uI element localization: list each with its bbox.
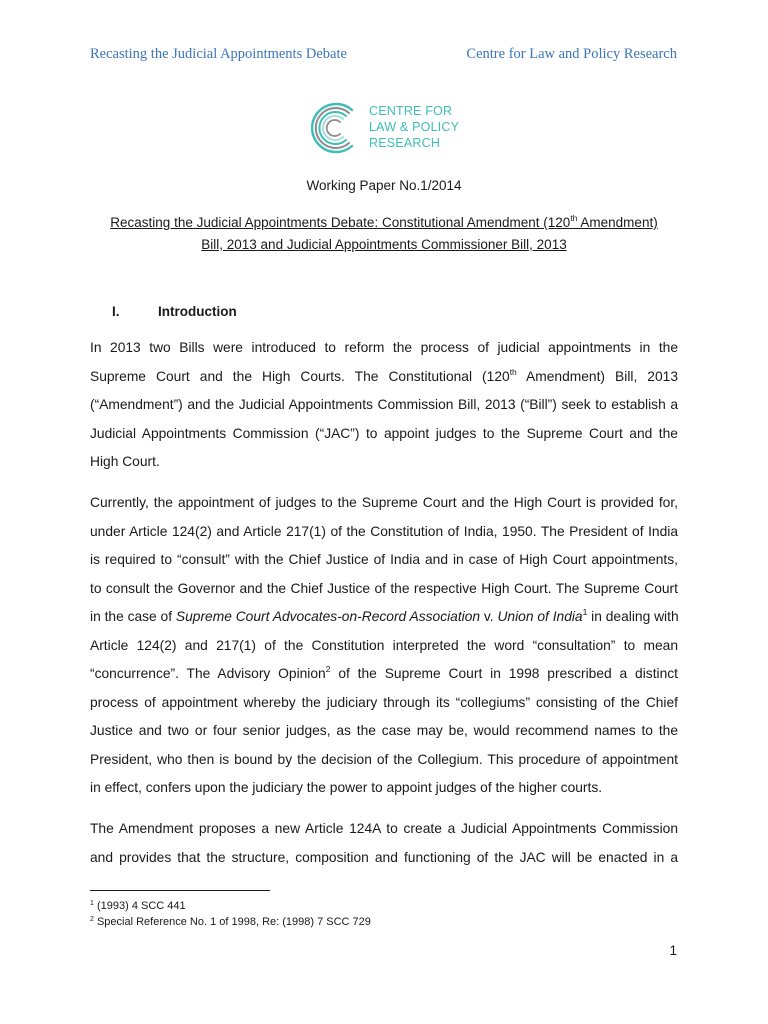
paragraph-3 [90, 815, 678, 872]
logo-line-2: LAW & POLICY [369, 120, 460, 134]
footnote-ref: 1 [582, 607, 588, 617]
text-line: The Amendment proposes a new Article 124A to create a Judicial Appointments Commission [90, 821, 678, 836]
footnote-divider [90, 890, 270, 891]
text-line: In 2013 two Bills were introduced to reform the process of judicial appointments in the [90, 340, 678, 355]
footnote-ref: 2 [325, 664, 331, 674]
running-header [90, 46, 677, 66]
page-number: 1 [669, 943, 677, 958]
text-line: Article 124(2) and 217(1) of the Constitution interpreted the word “consultation” to mean [90, 637, 678, 653]
section-title: Introduction [158, 304, 237, 319]
paper-title [90, 212, 678, 256]
footnote-2: $^2$ Special Reference No. 1 of 1998, Re: (1998) 7 SCC 729 [90, 915, 371, 928]
text-line: President, who then is bound by the decision of the Collegium. This procedure of appointment [90, 751, 678, 767]
text-line: process of appointment whereby the judiciary through its “collegiums” consisting of the Chief [90, 694, 678, 710]
text-line: to consult the Governor and the Chief Justice of the respective High Court. The Supreme Court [90, 580, 678, 596]
logo-line-3: RESEARCH [369, 136, 441, 150]
logo-rings-icon [308, 98, 364, 158]
text-line: under Article 124(2) and Article 217(1) of the Constitution of India, 1950. The President of India [90, 523, 678, 539]
text-line: Justice and two or four senior judges, as the case may be, would recommend names to the [90, 723, 678, 738]
text-line: in the case of Supreme Court Advocates-on-Record Association v. Union of India$^1$ in dealing with [90, 607, 679, 624]
title-line-1: Recasting the Judicial Appointments Debate: Constitutional Amendment (120th Amendment) [110, 213, 658, 230]
footnote-1: $^1$ (1993) 4 SCC 441 [90, 900, 186, 912]
paragraph-2 [90, 489, 678, 803]
footnotes [90, 899, 371, 930]
case-name: Supreme Court Advocates-on-Record Association [175, 609, 481, 624]
clpr-logo [308, 96, 468, 160]
text-line: and provides that the structure, composition and functioning of the JAC will be enacted in a [90, 849, 678, 865]
text-line: (“Amendment”) and the Judicial Appointments Commission Bill, 2013 (“Bill”) seek to establish a [90, 397, 678, 412]
logo-wordmark [369, 103, 459, 151]
text-line: “concurrence”. The Advisory Opinion$^2$ of the Supreme Court in 1998 prescribed a distinct [90, 664, 678, 681]
text-line: is required to “consult” with the Chief Justice of India and in case of High Court appointments, [90, 552, 678, 567]
section-number: I. [112, 304, 120, 319]
text-line: Judicial Appointments Commission (“JAC”) to appoint judges to the Supreme Court and the [90, 425, 678, 441]
text-line: Currently, the appointment of judges to the Supreme Court and the High Court is provided for, [90, 495, 678, 510]
text-line: in effect, confers upon the judiciary the power to appoint judges of the higher courts. [90, 780, 603, 795]
text-line: High Court. [90, 454, 160, 469]
title-line-2: Bill, 2013 and Judicial Appointments Commissioner Bill, 2013 [201, 237, 567, 252]
header-left-title: Recasting the Judicial Appointments Debate [90, 46, 347, 62]
text-line: Supreme Court and the High Courts. The Constitutional (120th Amendment) Bill, 2013 [90, 366, 678, 384]
paragraph-1 [90, 334, 678, 477]
logo-line-1: CENTRE FOR [369, 104, 453, 118]
case-party: Union of India [497, 609, 583, 624]
header-right-org: Centre for Law and Policy Research [466, 46, 677, 62]
working-paper-number: Working Paper No.1/2014 [306, 178, 462, 193]
